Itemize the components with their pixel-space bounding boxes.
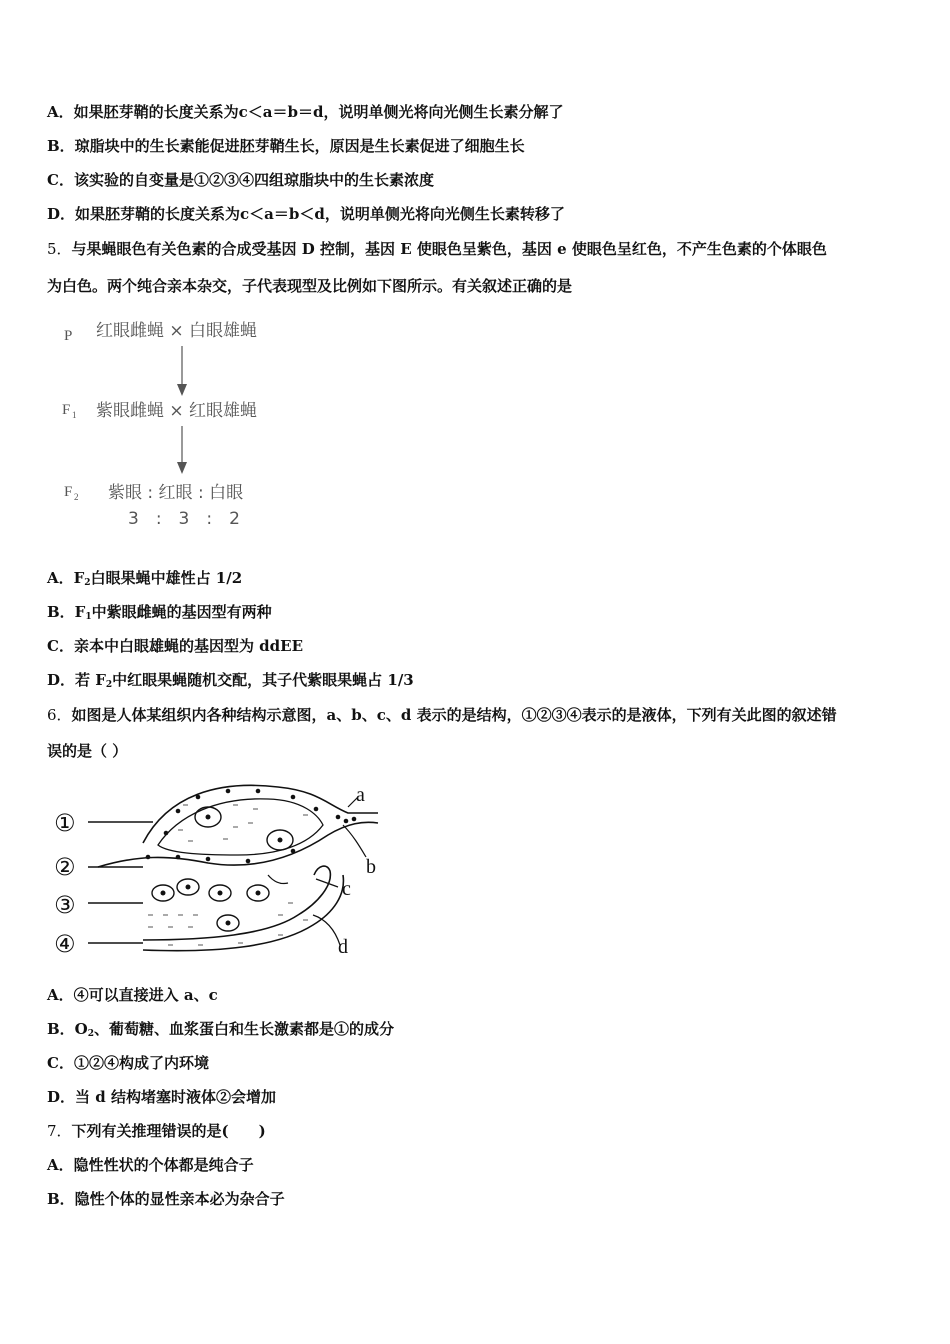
f2-label: F (64, 484, 73, 500)
q5-stem-text: 与果蝇眼色有关色素的合成受基因 D 控制，基因 E 使眼色呈紫色，基因 e 使眼色呈红色，不产生色素的个体眼色 (71, 240, 827, 258)
q7-stem (47, 1121, 266, 1141)
q5-option-d-prefix: D．若 F (47, 671, 106, 689)
pointer-d (313, 915, 340, 945)
red-cell-nucleus (278, 838, 283, 843)
arrow-2-head (177, 462, 187, 474)
f1-label: F (62, 402, 71, 418)
capillary-lower-wall (98, 822, 378, 867)
pointer-b (343, 825, 366, 857)
f2-label-sub: 2 (74, 492, 79, 502)
fig-label-2: ② (54, 853, 76, 881)
lymph-entry (268, 875, 288, 884)
q4-option-b: B．琼脂块中的生长素能促进胚芽鞘生长，原因是生长素促进了细胞生长 (47, 137, 525, 155)
fig-label-1: ① (54, 809, 76, 837)
capillary-upper-wall (143, 785, 378, 843)
arrow-1-head (177, 384, 187, 396)
q4-option-d: D．如果胚芽鞘的长度关系为c＜a＝b＜d，说明单侧光将向光侧生长素转移了 (47, 205, 565, 223)
q6-number: 6． (47, 706, 72, 724)
q7-stem-text: 下列有关推理错误的是( ) (71, 1122, 266, 1140)
tissue-cell-nucleus (256, 891, 261, 896)
tissue-cell-nucleus (161, 891, 166, 896)
q5-option-d (47, 670, 414, 695)
tissue-cell-nucleus (226, 921, 231, 926)
q5-cross-diagram (58, 312, 288, 537)
q5-stem-line2: 为白色。两个纯合亲本杂交，子代表现型及比例如下图所示。有关叙述正确的是 (47, 277, 573, 295)
f1-label-sub: 1 (72, 410, 77, 420)
tissue-fluid-dots (148, 903, 293, 927)
q6-option-b-prefix: B．O (47, 1020, 88, 1038)
lymph-dots (168, 920, 308, 945)
q6-option-b (47, 1019, 394, 1044)
q5-stem-line1 (47, 239, 827, 259)
q5-option-a-sub: 2 (84, 578, 91, 588)
q6-option-b-text: 、葡萄糖、血浆蛋白和生长激素都是①的成分 (94, 1020, 395, 1038)
tissue-cell-nucleus (186, 885, 191, 890)
q4-option-c: C．该实验的自变量是①②③④四组琼脂块中的生长素浓度 (47, 171, 434, 189)
q5-option-a-prefix: A．F (47, 569, 85, 587)
q5-option-b (47, 602, 272, 627)
q5-option-a (47, 568, 242, 593)
p-cross-text: 红眼雌蝇 × 白眼雄蝇 (96, 321, 258, 341)
q5-option-d-sub: 2 (105, 680, 113, 690)
q5-option-b-sub: 1 (85, 612, 92, 622)
f1-cross-text: 紫眼雌蝇 × 红眼雄蝇 (96, 401, 258, 421)
f2-ratio: 3 : 3 : 2 (128, 509, 240, 529)
q5-option-b-prefix: B．F (47, 603, 86, 621)
tissue-cell-nucleus (218, 891, 223, 896)
fig-label-3: ③ (54, 891, 76, 919)
q6-stem-text: 如图是人体某组织内各种结构示意图，a、b、c、d 表示的是结构，①②③④表示的是液体，下列有关此图的叙述错 (71, 706, 837, 724)
q5-number: 5． (47, 240, 72, 258)
f2-phenotypes: 紫眼 : 红眼 : 白眼 (108, 483, 244, 503)
q7-number: 7． (47, 1122, 72, 1140)
capillary-lumen (158, 799, 323, 855)
p-label: P (64, 328, 73, 344)
q6-stem-line2: 误的是（ ） (47, 742, 128, 760)
q6-option-d: D．当 d 结构堵塞时液体②会增加 (47, 1088, 276, 1106)
fig-label-c: c (342, 878, 351, 900)
fig-label-a: a (356, 784, 365, 806)
q7-option-a: A．隐性性状的个体都是纯合子 (47, 1156, 254, 1174)
fig-label-4: ④ (54, 930, 76, 958)
fig-label-b: b (366, 856, 376, 878)
q6-tissue-diagram (48, 775, 388, 965)
q5-option-a-text: 白眼果蝇中雄性占 1/2 (90, 569, 243, 587)
q6-stem-line1 (47, 705, 837, 725)
q6-option-a: A．④可以直接进入 a、c (47, 986, 218, 1004)
q5-option-c: C．亲本中白眼雄蝇的基因型为 ddEE (47, 637, 304, 655)
fig-label-d: d (338, 936, 348, 958)
q5-option-d-text: 中红眼果蝇随机交配，其子代紫眼果蝇占 1/3 (112, 671, 414, 689)
q6-option-c: C．①②④构成了内环境 (47, 1054, 209, 1072)
red-cell-nucleus (206, 815, 211, 820)
q5-option-b-text: 中紫眼雌蝇的基因型有两种 (91, 603, 272, 621)
lymph-vessel-outer (143, 866, 330, 940)
q4-option-a: A．如果胚芽鞘的长度关系为c＜a＝b＝d，说明单侧光将向光侧生长素分解了 (47, 103, 564, 121)
q7-option-b: B．隐性个体的显性亲本必为杂合子 (47, 1190, 285, 1208)
q6-option-b-sub: 2 (87, 1029, 95, 1039)
